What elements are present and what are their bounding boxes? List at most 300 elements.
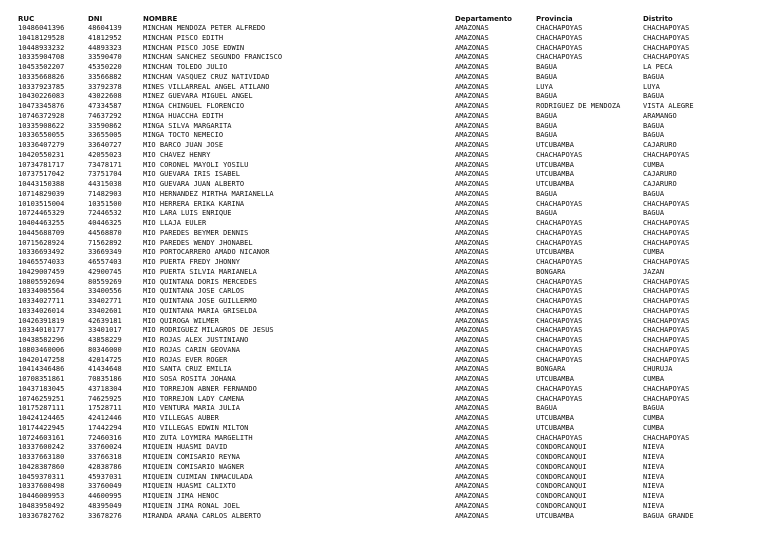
table-row — [18, 122, 753, 132]
cell-ruc: 10445688709 — [18, 228, 65, 237]
cell-dni: 33401017 — [88, 326, 122, 335]
cell-nombre: MINGA HUACCHA EDITH — [143, 111, 224, 120]
records-table — [18, 14, 753, 521]
table-row — [18, 200, 753, 210]
cell-departamento: AMAZONAS — [455, 141, 489, 149]
table-row — [18, 463, 753, 473]
cell-distrito: BAGUA — [643, 72, 665, 81]
cell-provincia: CHACHAPOYAS — [536, 43, 583, 52]
cell-departamento: AMAZONAS — [455, 180, 489, 188]
cell-departamento: AMAZONAS — [455, 63, 489, 71]
cell-nombre: MIO QUINTANA MARIA GRISELDA — [143, 306, 257, 315]
cell-nombre: MIQUEIN COMISARIO REYNA — [143, 453, 240, 461]
cell-ruc: 10336693492 — [18, 248, 65, 257]
cell-departamento: AMAZONAS — [455, 189, 489, 198]
cell-provincia: CHACHAPOYAS — [536, 219, 583, 227]
cell-distrito: CAJARURO — [643, 141, 677, 149]
cell-dni: 33766318 — [88, 453, 122, 461]
cell-nombre: MIQUEIN HUASMI DAVID — [143, 443, 228, 452]
cell-ruc: 10335908622 — [18, 121, 65, 130]
header-dni: DNI — [88, 15, 103, 23]
cell-nombre: MINEZ GUEVARA MIGUEL ANGEL — [143, 92, 253, 101]
cell-nombre: MIO TORREJON LADY CAMEÑA — [143, 394, 245, 403]
cell-provincia: CHACHAPOYAS — [536, 199, 583, 208]
cell-distrito: CHACHAPOYAS — [643, 287, 690, 296]
cell-departamento: AMAZONAS — [455, 453, 489, 461]
cell-provincia: CHACHAPOYAS — [536, 297, 583, 305]
cell-provincia: BAGUA — [536, 189, 558, 198]
cell-departamento: AMAZONAS — [455, 228, 489, 237]
cell-nombre: MIO ZUTA LOYMIRA MARGELITH — [143, 433, 253, 442]
cell-ruc: 10805592694 — [18, 277, 65, 286]
table-row — [18, 482, 753, 492]
cell-ruc: 10443150388 — [18, 180, 65, 188]
cell-departamento: AMAZONAS — [455, 384, 489, 393]
cell-departamento: AMAZONAS — [455, 160, 489, 169]
table-row — [18, 141, 753, 151]
cell-nombre: MINGA TOCTO NEMECIO — [143, 131, 224, 140]
cell-provincia: CHACHAPOYAS — [536, 277, 583, 286]
cell-ruc: 10708351861 — [18, 375, 65, 383]
cell-departamento: AMAZONAS — [455, 267, 489, 276]
cell-dni: 42055023 — [88, 150, 122, 159]
cell-nombre: MIO QUINTANA DORIS MERCEDES — [143, 277, 257, 286]
cell-distrito: BAGUA — [643, 189, 665, 198]
cell-departamento: AMAZONAS — [455, 258, 489, 266]
cell-dni: 72446532 — [88, 209, 122, 218]
cell-departamento: AMAZONAS — [455, 248, 489, 257]
cell-ruc: 10724465329 — [18, 209, 65, 218]
cell-dni: 33655005 — [88, 131, 122, 140]
cell-distrito: NIEVA — [643, 501, 665, 510]
cell-provincia: CHACHAPOYAS — [536, 238, 583, 247]
cell-nombre: MIO CHAVEZ HENRY — [143, 150, 211, 159]
table-row — [18, 92, 753, 102]
cell-dni: 33590470 — [88, 53, 122, 62]
cell-provincia: BONGARA — [536, 365, 566, 374]
cell-nombre: MINGA SILVA MARGARITA — [143, 121, 232, 130]
cell-nombre: MIO VENTURA MARIA JULIA — [143, 404, 240, 413]
cell-departamento: AMAZONAS — [455, 326, 489, 335]
cell-ruc: 10414346486 — [18, 365, 65, 374]
cell-distrito: CHACHAPOYAS — [643, 150, 690, 159]
cell-departamento: AMAZONAS — [455, 102, 489, 110]
cell-nombre: MIO GUEVARA IRIS ISABEL — [143, 170, 240, 179]
cell-nombre: MIQUEIN HUASMI CALIXTO — [143, 482, 236, 491]
cell-ruc: 10428387860 — [18, 462, 65, 471]
cell-distrito: NIEVA — [643, 482, 665, 491]
table-row — [18, 512, 753, 522]
cell-ruc: 10715628924 — [18, 238, 65, 247]
cell-ruc: 10430226083 — [18, 92, 65, 101]
cell-nombre: MIO ROJAS ALEX JUSTINIANO — [143, 336, 249, 344]
cell-dni: 33590862 — [88, 121, 122, 130]
table-row — [18, 112, 753, 122]
cell-provincia: BAGUA — [536, 131, 558, 140]
cell-departamento: AMAZONAS — [455, 501, 489, 510]
cell-ruc: 10437183045 — [18, 384, 65, 393]
cell-dni: 48395049 — [88, 501, 122, 510]
cell-dni: 33678276 — [88, 511, 122, 520]
cell-ruc: 10459370311 — [18, 472, 65, 481]
cell-ruc: 10337600498 — [18, 482, 65, 491]
cell-ruc: 10337923785 — [18, 82, 65, 91]
cell-ruc: 10337600242 — [18, 443, 65, 452]
header-ruc: RUC — [18, 15, 35, 23]
cell-ruc: 10418129528 — [18, 33, 65, 42]
cell-dni: 17528711 — [88, 404, 122, 413]
table-row — [18, 151, 753, 161]
cell-distrito: CHACHAPOYAS — [643, 219, 690, 227]
cell-nombre: MINGA CHINGUEL FLORENCIO — [143, 102, 245, 110]
cell-distrito: ARAMANGO — [643, 111, 677, 120]
cell-dni: 80346000 — [88, 345, 122, 354]
cell-ruc: 10174422945 — [18, 423, 65, 432]
cell-provincia: UTCUBAMBA — [536, 170, 574, 179]
table-row — [18, 453, 753, 463]
table-header-row — [18, 14, 753, 24]
cell-dni: 17442294 — [88, 423, 122, 432]
cell-distrito: CHACHAPOYAS — [643, 277, 690, 286]
table-row — [18, 170, 753, 180]
cell-dni: 33640727 — [88, 141, 122, 149]
cell-dni: 48604139 — [88, 24, 122, 32]
cell-provincia: CHACHAPOYAS — [536, 228, 583, 237]
cell-nombre: MIO PAREDES WENDY JHONABEL — [143, 238, 253, 247]
cell-dni: 47334587 — [88, 102, 122, 110]
cell-provincia: CONDORCANQUI — [536, 462, 587, 471]
cell-nombre: MIO ROJAS EVER ROGER — [143, 355, 228, 364]
cell-departamento: AMAZONAS — [455, 131, 489, 140]
cell-dni: 43718304 — [88, 384, 122, 393]
cell-provincia: BAGUA — [536, 121, 558, 130]
cell-distrito: NIEVA — [643, 462, 665, 471]
cell-distrito: CHACHAPOYAS — [643, 228, 690, 237]
cell-provincia: RODRIGUEZ DE MENDOZA — [536, 102, 621, 110]
cell-distrito: BAGUA — [643, 209, 665, 218]
cell-dni: 42014725 — [88, 355, 122, 364]
cell-distrito: CUMBA — [643, 248, 665, 257]
cell-dni: 10351500 — [88, 199, 122, 208]
cell-departamento: AMAZONAS — [455, 33, 489, 42]
cell-provincia: BAGUA — [536, 92, 558, 101]
cell-dni: 45350220 — [88, 63, 122, 71]
cell-provincia: UTCUBAMBA — [536, 511, 574, 520]
cell-distrito: CHACHAPOYAS — [643, 394, 690, 403]
cell-departamento: AMAZONAS — [455, 492, 489, 500]
cell-nombre: MIQUEIN CUIMIAN INMACULADA — [143, 472, 253, 481]
cell-ruc: 10714829039 — [18, 189, 65, 198]
cell-nombre: MIO PUERTA SILVIA MARIANELA — [143, 267, 257, 276]
cell-departamento: AMAZONAS — [455, 472, 489, 481]
cell-ruc: 10734781717 — [18, 160, 65, 169]
cell-dni: 43022608 — [88, 92, 122, 101]
table-row — [18, 190, 753, 200]
cell-ruc: 10103515004 — [18, 199, 65, 208]
table-row — [18, 278, 753, 288]
cell-dni: 44893323 — [88, 43, 122, 52]
cell-dni: 71562892 — [88, 238, 122, 247]
table-row — [18, 161, 753, 171]
cell-ruc: 10334005564 — [18, 287, 65, 296]
cell-dni: 33566882 — [88, 72, 122, 81]
cell-dni: 42900745 — [88, 267, 122, 276]
cell-departamento: AMAZONAS — [455, 121, 489, 130]
cell-provincia: CHACHAPOYAS — [536, 53, 583, 62]
cell-provincia: CONDORCANQUI — [536, 443, 587, 452]
cell-provincia: LUYA — [536, 82, 553, 91]
cell-departamento: AMAZONAS — [455, 336, 489, 344]
cell-distrito: CHACHAPOYAS — [643, 238, 690, 247]
cell-departamento: AMAZONAS — [455, 316, 489, 325]
cell-dni: 44315038 — [88, 180, 122, 188]
cell-distrito: CUMBA — [643, 423, 665, 432]
cell-dni: 46557403 — [88, 258, 122, 266]
cell-distrito: NIEVA — [643, 472, 665, 481]
cell-ruc: 10334026014 — [18, 306, 65, 315]
table-row — [18, 336, 753, 346]
table-row — [18, 307, 753, 317]
cell-dni: 45937031 — [88, 472, 122, 481]
cell-provincia: CHACHAPOYAS — [536, 345, 583, 354]
cell-nombre: MIO SANTA CRUZ EMILIA — [143, 365, 232, 374]
cell-nombre: MIO QUINTANA JOSE CARLOS — [143, 287, 245, 296]
cell-dni: 44568870 — [88, 228, 122, 237]
cell-dni: 42639181 — [88, 316, 122, 325]
cell-departamento: AMAZONAS — [455, 238, 489, 247]
cell-ruc: 10426391819 — [18, 316, 65, 325]
cell-nombre: MINCHAN TOLEDO JULIO — [143, 63, 228, 71]
cell-provincia: UTCUBAMBA — [536, 160, 574, 169]
cell-distrito: BAGUA GRANDE — [643, 511, 694, 520]
cell-provincia: UTCUBAMBA — [536, 414, 574, 422]
cell-nombre: MIO ROJAS CARIN GEOVANA — [143, 345, 240, 354]
table-row — [18, 44, 753, 54]
cell-distrito: CHACHAPOYAS — [643, 297, 690, 305]
cell-departamento: AMAZONAS — [455, 511, 489, 520]
cell-distrito: CHACHAPOYAS — [643, 199, 690, 208]
cell-nombre: MIO PUERTA FREDY JHONNY — [143, 258, 240, 266]
table-row — [18, 34, 753, 44]
cell-dni: 74625925 — [88, 394, 122, 403]
table-row — [18, 248, 753, 258]
cell-distrito: NIEVA — [643, 443, 665, 452]
table-row — [18, 365, 753, 375]
cell-nombre: MINCHAN VASQUEZ CRUZ NATIVIDAD — [143, 72, 270, 81]
cell-provincia: BAGUA — [536, 63, 558, 71]
cell-departamento: AMAZONAS — [455, 404, 489, 413]
cell-ruc: 10737517042 — [18, 170, 65, 179]
cell-dni: 33400556 — [88, 287, 122, 296]
table-row — [18, 219, 753, 229]
cell-distrito: CAJARURO — [643, 180, 677, 188]
cell-distrito: CHACHAPOYAS — [643, 43, 690, 52]
table-row — [18, 53, 753, 63]
cell-departamento: AMAZONAS — [455, 414, 489, 422]
cell-distrito: CHURUJA — [643, 365, 673, 374]
table-row — [18, 326, 753, 336]
table-row — [18, 424, 753, 434]
cell-dni: 73751704 — [88, 170, 122, 179]
cell-dni: 71482903 — [88, 189, 122, 198]
cell-ruc: 10424124465 — [18, 414, 65, 422]
cell-provincia: CONDORCANQUI — [536, 492, 587, 500]
cell-dni: 33402771 — [88, 297, 122, 305]
cell-departamento: AMAZONAS — [455, 92, 489, 101]
cell-dni: 43858229 — [88, 336, 122, 344]
table-row — [18, 443, 753, 453]
table-row — [18, 492, 753, 502]
cell-dni: 70835186 — [88, 375, 122, 383]
cell-provincia: CHACHAPOYAS — [536, 355, 583, 364]
cell-distrito: CHACHAPOYAS — [643, 33, 690, 42]
cell-ruc: 10420550231 — [18, 150, 65, 159]
cell-distrito: LA PECA — [643, 63, 673, 71]
table-row — [18, 24, 753, 34]
cell-departamento: AMAZONAS — [455, 433, 489, 442]
cell-distrito: CHACHAPOYAS — [643, 345, 690, 354]
header-departamento: Departamento — [455, 15, 512, 23]
cell-provincia: BONGARA — [536, 267, 566, 276]
cell-dni: 33402601 — [88, 306, 122, 315]
table-row — [18, 434, 753, 444]
table-row — [18, 385, 753, 395]
cell-distrito: CHACHAPOYAS — [643, 306, 690, 315]
table-row — [18, 317, 753, 327]
table-row — [18, 502, 753, 512]
cell-distrito: CHACHAPOYAS — [643, 433, 690, 442]
cell-distrito: LUYA — [643, 82, 660, 91]
cell-distrito: CHACHAPOYAS — [643, 53, 690, 62]
cell-provincia: CHACHAPOYAS — [536, 150, 583, 159]
cell-provincia: UTCUBAMBA — [536, 141, 574, 149]
cell-nombre: MIO BARCO JUAN JOSE — [143, 141, 224, 149]
cell-dni: 42412446 — [88, 414, 122, 422]
cell-ruc: 10446009953 — [18, 492, 65, 500]
cell-ruc: 10420147258 — [18, 355, 65, 364]
table-row — [18, 395, 753, 405]
cell-ruc: 10746372928 — [18, 111, 65, 120]
cell-nombre: MIO SOSA ROSITA JOHANA — [143, 375, 236, 383]
cell-departamento: AMAZONAS — [455, 53, 489, 62]
cell-ruc: 10334027711 — [18, 297, 65, 305]
cell-departamento: AMAZONAS — [455, 375, 489, 383]
cell-ruc: 10404463255 — [18, 219, 65, 227]
cell-nombre: MIO VILLEGAS EDWIN MILTON — [143, 423, 249, 432]
cell-distrito: CHACHAPOYAS — [643, 384, 690, 393]
table-row — [18, 131, 753, 141]
cell-departamento: AMAZONAS — [455, 170, 489, 179]
cell-provincia: BAGUA — [536, 111, 558, 120]
table-row — [18, 229, 753, 239]
cell-departamento: AMAZONAS — [455, 24, 489, 32]
table-row — [18, 414, 753, 424]
cell-ruc: 10438582296 — [18, 336, 65, 344]
cell-provincia: CHACHAPOYAS — [536, 394, 583, 403]
table-row — [18, 375, 753, 385]
cell-provincia: CHACHAPOYAS — [536, 316, 583, 325]
cell-dni: 33669349 — [88, 248, 122, 257]
cell-nombre: MIO PAREDES BEYMER DENNIS — [143, 228, 249, 237]
cell-provincia: CHACHAPOYAS — [536, 24, 583, 32]
cell-dni: 44600995 — [88, 492, 122, 500]
cell-departamento: AMAZONAS — [455, 82, 489, 91]
cell-dni: 80559269 — [88, 277, 122, 286]
cell-dni: 74637292 — [88, 111, 122, 120]
cell-departamento: AMAZONAS — [455, 72, 489, 81]
cell-departamento: AMAZONAS — [455, 482, 489, 491]
cell-provincia: CHACHAPOYAS — [536, 326, 583, 335]
cell-distrito: NIEVA — [643, 453, 665, 461]
cell-ruc: 10429007459 — [18, 267, 65, 276]
table-row — [18, 297, 753, 307]
header-provincia: Provincia — [536, 15, 573, 23]
cell-ruc: 10803460006 — [18, 345, 65, 354]
cell-distrito: NIEVA — [643, 492, 665, 500]
cell-nombre: MIO RODRIGUEZ MILAGROS DE JESUS — [143, 326, 274, 335]
cell-provincia: CONDORCANQUI — [536, 453, 587, 461]
table-row — [18, 209, 753, 219]
cell-nombre: MIO PORTOCARRERO AMADO NICANOR — [143, 248, 270, 257]
cell-nombre: MIO HERRERA ERIKA KARINA — [143, 199, 245, 208]
cell-departamento: AMAZONAS — [455, 345, 489, 354]
cell-provincia: BAGUA — [536, 72, 558, 81]
cell-distrito: CHACHAPOYAS — [643, 258, 690, 266]
cell-ruc: 10465574033 — [18, 258, 65, 266]
cell-provincia: UTCUBAMBA — [536, 180, 574, 188]
cell-departamento: AMAZONAS — [455, 297, 489, 305]
cell-nombre: MIO TORREJON ABNER FERNANDO — [143, 384, 257, 393]
cell-provincia: BAGUA — [536, 404, 558, 413]
cell-nombre: MIO HERNANDEZ MIRTHA MARIANELLA — [143, 189, 274, 198]
cell-nombre: MINCHAN PISCO JOSE EDWIN — [143, 43, 245, 52]
cell-dni: 73478171 — [88, 160, 122, 169]
cell-distrito: BAGUA — [643, 404, 665, 413]
cell-dni: 72460316 — [88, 433, 122, 442]
cell-dni: 40446325 — [88, 219, 122, 227]
cell-departamento: AMAZONAS — [455, 287, 489, 296]
cell-nombre: MIO GUEVARA JUAN ALBERTO — [143, 180, 245, 188]
cell-dni: 42838786 — [88, 462, 122, 471]
cell-ruc: 10335668826 — [18, 72, 65, 81]
cell-departamento: AMAZONAS — [455, 443, 489, 452]
header-distrito: Distrito — [643, 15, 673, 23]
cell-nombre: MIQUEIN COMISARIO WAGNER — [143, 462, 245, 471]
cell-distrito: CUMBA — [643, 375, 665, 383]
cell-nombre: MIO CORONEL MAYOLI YOSILU — [143, 160, 249, 169]
cell-ruc: 10336782762 — [18, 511, 65, 520]
table-row — [18, 346, 753, 356]
cell-distrito: CHACHAPOYAS — [643, 326, 690, 335]
table-row — [18, 473, 753, 483]
cell-provincia: CONDORCANQUI — [536, 472, 587, 481]
cell-dni: 33760024 — [88, 443, 122, 452]
cell-provincia: UTCUBAMBA — [536, 248, 574, 257]
cell-nombre: MIO QUIROGA WILMER — [143, 316, 219, 325]
cell-distrito: CAJARURO — [643, 170, 677, 179]
cell-distrito: BAGUA — [643, 92, 665, 101]
cell-departamento: AMAZONAS — [455, 219, 489, 227]
cell-provincia: BAGUA — [536, 209, 558, 218]
cell-nombre: MIQUEIN JIMA RONAL JOEL — [143, 501, 240, 510]
cell-distrito: JAZAN — [643, 267, 665, 276]
cell-departamento: AMAZONAS — [455, 43, 489, 52]
table-body — [18, 24, 753, 521]
cell-ruc: 10486041396 — [18, 24, 65, 32]
cell-distrito: CUMBA — [643, 414, 665, 422]
cell-ruc: 10175287111 — [18, 404, 65, 413]
cell-provincia: CONDORCANQUI — [536, 501, 587, 510]
